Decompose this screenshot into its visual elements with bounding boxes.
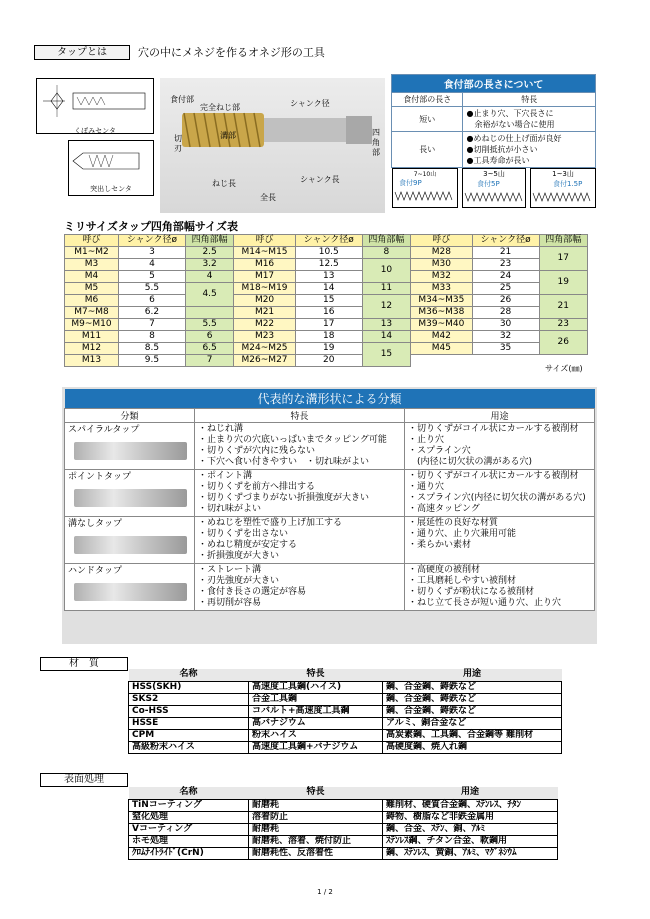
flute-name: ハンドタップ [68, 565, 123, 576]
flute-classification-table [64, 389, 595, 611]
point-tap-image [74, 489, 187, 507]
bite-long: 長い [392, 132, 463, 168]
tap-anatomy-photo [160, 78, 385, 213]
size-row: M6 6 M20 15 12 M34~M35 26 21 [65, 295, 588, 307]
tap-definition-text: 穴の中にメネジを作るオネジ形の工具 [138, 46, 325, 59]
material-row: SKS2 合金工具鋼 鋼、合金鋼、鋳鉄など [129, 693, 562, 705]
page-number: 1 / 2 [317, 888, 333, 896]
size-row: M5 5.5 4.5 M18~M19 14 11 M33 25 [65, 283, 588, 295]
surface-row: TiNコーティング 耐磨耗 難削材、硬質合金鋼、ｽﾃﾝﾚｽ、ﾁﾀﾝ [129, 799, 558, 811]
bite-illus-9p: 7~10山 食付9P [392, 168, 458, 208]
fluteless-tap-image [74, 536, 187, 554]
size-row: M11 8 6 M23 18 14 M42 32 26 [65, 331, 588, 343]
bite-short: 短い [392, 107, 463, 132]
bite-illus-1-5p: 1~3山 食付1.5P [530, 168, 596, 208]
size-row: M7~M8 6.2 M21 16 M36~M38 28 [65, 307, 588, 319]
flute-col-feature: 特長 [195, 408, 405, 422]
kubomi-center-drawing [37, 79, 153, 123]
size-row: M4 5 4 M17 13 M32 24 19 [65, 271, 588, 283]
size-row: M12 8.5 6.5 M24~M25 19 15 M45 35 [65, 343, 588, 355]
tsuki-center-label: 突出しセンタ [90, 185, 132, 193]
flute-col-class: 分類 [65, 408, 195, 422]
kubomi-center-label: くぼみセンタ [74, 127, 116, 135]
hand-tap-image [74, 583, 187, 601]
bite-table-title: 食付部の長さについて [392, 75, 596, 93]
full-thread-label: 完全ねじ部 [200, 103, 240, 112]
flute-table-title: 代表的な溝形状による分類 [65, 389, 595, 408]
size-row: M9~M10 7 5.5 M22 17 13 M39~M40 30 23 [65, 319, 588, 331]
materials-label: 材 質 [40, 657, 128, 671]
flute-row: スパイラルタップ ・ねじれ溝 ・止まり穴の穴底いっぱいまでタッピング可能 ・切りくずが穴内に残らない ・下穴へ食い付きやすい ・切れ味がよい ・切りくずがコイル状にカールする被削材 ・止り穴 ・スプライン穴 (内径に切欠状の溝がある穴) [65, 422, 595, 469]
surface-label: 表面処理 [40, 773, 128, 787]
materials-table: 名称 特長 用途 HSS(SKH) 高速度工具鋼(ハイス) 鋼、合金鋼、鋳鉄など SKS2 合金工具鋼 鋼、合金鋼、鋳鉄など Co-HSS コバルト+高速度工具鋼 鋼、合金鋼、鋳鉄など HSSE 高バナジウム アルミ、銅合金など CPM 粉末ハイス 高炭素鋼、工具鋼、合金鋼等 難削材 高級粉末ハイス 高速度工具鋼+バナジウム 高硬度鋼、焼入れ鋼 [128, 669, 562, 754]
material-row: 高級粉末ハイス 高速度工具鋼+バナジウム 高硬度鋼、焼入れ鋼 [129, 741, 562, 753]
flute-row: 溝なしタップ ・めねじを塑性で盛り上げ加工する ・切りくずを出さない ・めねじ精度が安定する ・折損強度が大きい ・展延性の良好な材質 ・通り穴、止り穴兼用可能 ・柔らかい素材 [65, 516, 595, 563]
shank-dia-label: シャンク径 [290, 99, 330, 108]
thread-length-label: ねじ長 [212, 179, 236, 188]
surface-row: ホモ処理 耐磨耗、溶着、焼付防止 ｽﾃﾝﾚｽ鋼、チタン合金、軟鋼用 [129, 835, 558, 847]
bite-long-feat: ●めねじの仕上げ面が良好 ●切削抵抗が小さい ●工具寿命が長い [463, 132, 596, 168]
square-label: 四角部 [372, 128, 380, 157]
surface-row: ｸﾛﾑﾅｲﾄﾗｲﾄﾞ(CrN) 耐磨耗性、反溶着性 鋼、ｽﾃﾝﾚｽ、黄銅、ｱﾙﾐ、ﾏｸﾞﾈｼｳﾑ [129, 847, 558, 859]
edge-label: 切刃 [174, 134, 182, 153]
size-table [64, 234, 588, 367]
spiral-tap-image [74, 442, 187, 460]
groove-label: 溝部 [220, 131, 236, 140]
flute-col-use: 用途 [405, 408, 595, 422]
size-row: M1~M2 3 2.5 M14~M15 10.5 8 M28 21 17 [65, 247, 588, 259]
flute-row: ポイントタップ ・ポイント溝 ・切りくずを前方へ排出する ・切りくずづまりがない折損強度が大きい ・切れ味がよい ・切りくずがコイル状にカールする被削材 ・通り穴 ・スプライン穴(内径に切欠状の溝がある穴) ・高速タッピング [65, 469, 595, 516]
flute-row: ハンドタップ ・ストレート溝 ・刃先強度が大きい ・食付き長さの選定が容易 ・再切削が容易 ・高硬度の被削材 ・工具磨耗しやすい被削材 ・切りくずが粉状になる被削材 ・ねじ立て長さが短い通り穴、止り穴 [65, 563, 595, 610]
size-table-title: ミリサイズタップ四角部幅サイズ表 [64, 220, 239, 233]
material-row: CPM 粉末ハイス 高炭素鋼、工具鋼、合金鋼等 難削材 [129, 729, 562, 741]
tsuki-center-drawing [69, 141, 153, 181]
bite-short-feat: ●止まり穴、下穴長さに 余裕がない場合に使用 [463, 107, 596, 132]
flute-name: ポイントタップ [68, 471, 132, 482]
tap-definition-label: タップとは [34, 45, 130, 60]
material-row: HSS(SKH) 高速度工具鋼(ハイス) 鋼、合金鋼、鋳鉄など [129, 681, 562, 693]
tsuki-center-illustration [68, 140, 154, 196]
bite-col1: 食付部の長さ [392, 93, 463, 107]
bite-length-table [391, 74, 596, 168]
kubomi-center-illustration [36, 78, 154, 134]
size-row: M13 9.5 7 M26~M27 20 [65, 355, 588, 367]
bite-col2: 特長 [463, 93, 596, 107]
material-row: Co-HSS コバルト+高速度工具鋼 鋼、合金鋼、鋳鉄など [129, 705, 562, 717]
bite-illus-5p: 3~5山 食付5P [462, 168, 526, 208]
size-unit: サイズ(㎜) [545, 364, 583, 373]
flute-name: スパイラルタップ [68, 424, 140, 435]
size-header-row: 呼び シャンク径ø 四角部幅 呼び シャンク径ø 四角部幅 呼び シャンク径ø 四角部幅 [65, 235, 588, 247]
surface-row: 窒化処理 溶着防止 鋳物、樹脂など非鉄金属用 [129, 811, 558, 823]
surface-table: 名称 特長 用途 TiNコーティング 耐磨耗 難削材、硬質合金鋼、ｽﾃﾝﾚｽ、ﾁﾀﾝ 窒化処理 溶着防止 鋳物、樹脂など非鉄金属用 Vコーティング 耐磨耗 鋼、合金、ｽﾃﾝ、銅、ｱﾙﾐ ホモ処理 耐磨耗、溶着、焼付防止 ｽﾃﾝﾚｽ鋼、チタン合金、軟鋼用 ｸﾛﾑﾅｲﾄﾗｲﾄﾞ(CrN) 耐磨耗性、反溶着性 鋼、ｽﾃﾝﾚｽ、黄銅、ｱﾙﾐ、ﾏｸﾞﾈｼｳﾑ [128, 787, 558, 860]
size-row: M3 4 3.2 M16 12.5 10 M30 23 [65, 259, 588, 271]
shank-length-label: シャンク長 [300, 175, 340, 184]
flute-name: 溝なしタップ [68, 518, 123, 529]
surface-row: Vコーティング 耐磨耗 鋼、合金、ｽﾃﾝ、銅、ｱﾙﾐ [129, 823, 558, 835]
bite-label: 食付部 [170, 95, 194, 104]
material-row: HSSE 高バナジウム アルミ、銅合金など [129, 717, 562, 729]
total-length-label: 全長 [260, 193, 276, 202]
